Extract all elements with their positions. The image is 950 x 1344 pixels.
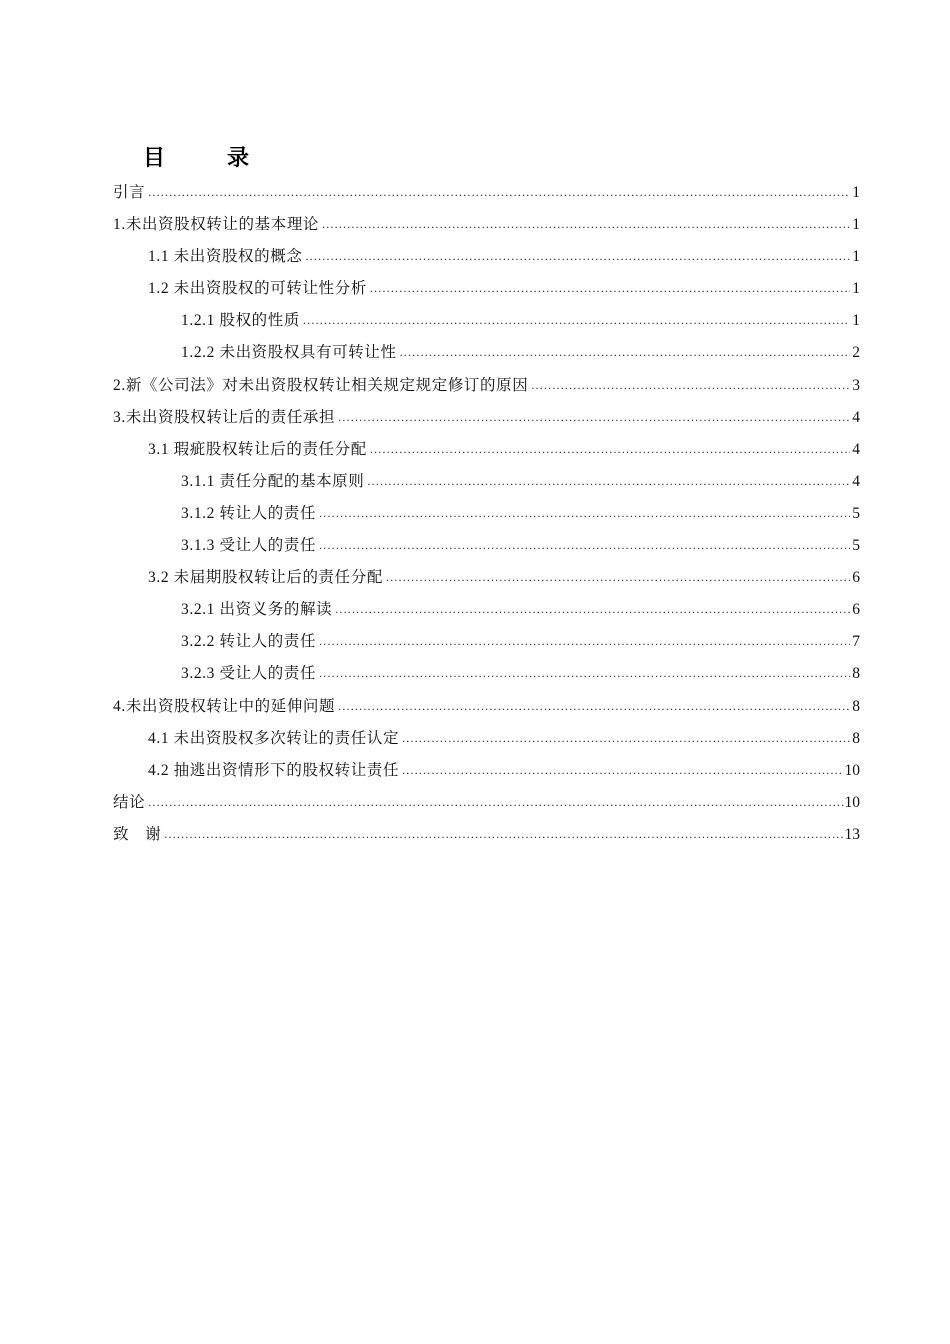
toc-entry[interactable]	[113, 658, 860, 690]
toc-entry-page: 7	[852, 633, 860, 651]
dot-leader	[303, 304, 850, 336]
toc-entry[interactable]	[113, 594, 860, 626]
toc-entry-label: 2.新《公司法》对未出资股权转让相关规定规定修订的原因	[113, 376, 529, 394]
toc-entry[interactable]	[113, 305, 860, 337]
toc-entry-page: 2	[852, 344, 860, 362]
toc-entry-label: 1.未出资股权转让的基本理论	[113, 216, 320, 234]
toc-entry-page: 3	[852, 376, 860, 394]
toc-entry-page: 5	[852, 504, 860, 522]
toc-title: 目 录	[143, 146, 270, 171]
toc-entry[interactable]	[113, 691, 860, 723]
toc-entry-label: 1.1 未出资股权的概念	[148, 248, 303, 266]
dot-leader	[338, 690, 850, 722]
toc-entry-label: 3.1.3 受让人的责任	[181, 537, 317, 555]
dot-leader	[319, 497, 850, 529]
toc-entry[interactable]	[113, 273, 860, 305]
toc-entry[interactable]	[113, 530, 860, 562]
toc-entry-label: 3.2.3 受让人的责任	[181, 665, 317, 683]
dot-leader	[402, 754, 843, 786]
toc-entry[interactable]	[113, 819, 860, 851]
toc-entry-label: 3.1.2 转让人的责任	[181, 504, 317, 522]
toc-entry-label: 引言	[113, 184, 146, 201]
toc-entry-page: 1	[852, 216, 860, 234]
toc-entry-page: 8	[852, 665, 860, 683]
dot-leader	[400, 336, 850, 368]
toc-entry[interactable]	[113, 177, 860, 209]
dot-leader	[367, 465, 850, 497]
dot-leader	[319, 529, 850, 561]
toc-entry-label: 结论	[113, 793, 146, 811]
dot-leader	[338, 401, 850, 433]
toc-entry-label: 3.2.1 出资义务的解读	[181, 601, 333, 619]
dot-leader	[305, 240, 850, 272]
toc-entry-label: 3.2 未届期股权转让后的责任分配	[148, 569, 383, 587]
toc-entry-page: 6	[852, 569, 860, 587]
toc-entry-label: 致 谢	[113, 825, 162, 843]
toc-entry[interactable]	[113, 402, 860, 434]
dot-leader	[319, 625, 850, 657]
toc-list	[113, 177, 860, 851]
toc-entry-label: 1.2.1 股权的性质	[181, 312, 300, 330]
dot-leader	[386, 561, 850, 593]
toc-entry-page: 1	[852, 184, 860, 201]
toc-entry-page: 1	[852, 280, 860, 298]
toc-entry-label: 4.未出资股权转让中的延伸问题	[113, 697, 336, 715]
toc-entry[interactable]	[113, 787, 860, 819]
dot-leader	[370, 433, 850, 465]
dot-leader	[322, 208, 850, 240]
toc-entry-label: 3.未出资股权转让后的责任承担	[113, 408, 336, 426]
toc-entry[interactable]	[113, 434, 860, 466]
toc-entry-page: 8	[852, 697, 860, 715]
toc-entry-label: 3.2.2 转让人的责任	[181, 633, 317, 651]
toc-entry-page: 4	[852, 408, 860, 426]
toc-entry-label: 3.1.1 责任分配的基本原则	[181, 472, 365, 490]
toc-entry[interactable]	[113, 209, 860, 241]
toc-entry-page: 1	[852, 248, 860, 266]
toc-entry[interactable]	[113, 626, 860, 658]
toc-entry[interactable]	[113, 241, 860, 273]
toc-entry[interactable]	[113, 723, 860, 755]
dot-leader	[319, 657, 850, 689]
dot-leader	[531, 369, 850, 401]
toc-entry[interactable]	[113, 466, 860, 498]
toc-entry-label: 1.2.2 未出资股权具有可转让性	[181, 344, 397, 362]
dot-leader	[148, 786, 843, 818]
toc-entry-label: 4.2 抽逃出资情形下的股权转让责任	[148, 761, 400, 779]
toc-entry-page: 13	[844, 825, 860, 843]
dot-leader	[335, 593, 850, 625]
dot-leader	[370, 272, 850, 304]
toc-entry-page: 1	[852, 312, 860, 330]
toc-entry-page: 10	[844, 761, 860, 779]
dot-leader	[402, 722, 850, 754]
toc-entry[interactable]	[113, 562, 860, 594]
toc-entry-page: 5	[852, 537, 860, 555]
toc-entry-label: 1.2 未出资股权的可转让性分析	[148, 280, 367, 298]
dot-leader	[164, 818, 843, 850]
toc-entry-page: 6	[852, 601, 860, 619]
toc-entry[interactable]	[113, 337, 860, 369]
toc-entry-page: 8	[852, 729, 860, 747]
toc-entry-page: 4	[852, 472, 860, 490]
toc-entry[interactable]	[113, 498, 860, 530]
toc-entry[interactable]	[113, 370, 860, 402]
toc-entry-page: 4	[852, 440, 860, 458]
toc-entry-page: 10	[844, 793, 860, 811]
toc-entry[interactable]	[113, 755, 860, 787]
toc-entry-label: 3.1 瑕疵股权转让后的责任分配	[148, 440, 367, 458]
toc-entry-label: 4.1 未出资股权多次转让的责任认定	[148, 729, 400, 747]
dot-leader	[148, 176, 850, 208]
